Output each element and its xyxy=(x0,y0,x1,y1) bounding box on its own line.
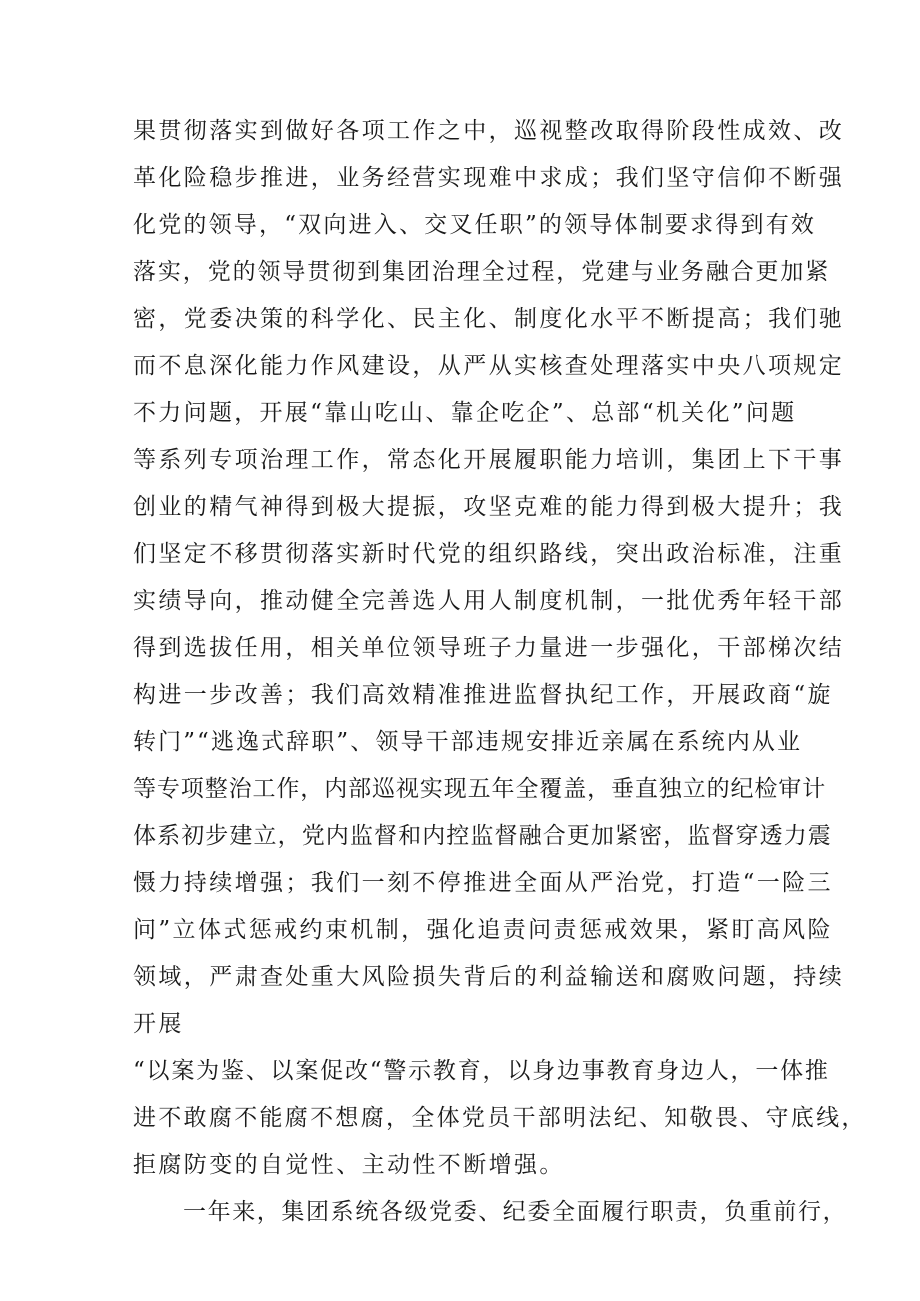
paragraph-first-line: 一年来，集团系统各级党委、纪委全面履行职责，负重前行， xyxy=(183,1199,848,1225)
text-line: 们坚定不移贯彻落实新时代党的组织路线，突出政治标准，注重 xyxy=(133,541,845,567)
text-line: 而不息深化能力作风建设，从严从实核查处理落实中央八项规定 xyxy=(133,353,845,379)
text-line: 等系列专项治理工作，常态化开展履职能力培训，集团上下干事 xyxy=(133,447,845,473)
text-line: 进不敢腐不能腐不想腐，全体党员干部明法纪、知敬畏、守底线， xyxy=(133,1105,867,1131)
text-line: 得到选拔任用，相关单位领导班子力量进一步强化，干部梯次结 xyxy=(133,635,845,661)
text-line: 果贯彻落实到做好各项工作之中，巡视整改取得阶段性成效、改 xyxy=(133,118,845,144)
text-line: 不力问题，开展“靠山吃山、靠企吃企”、总部“机关化”问题 xyxy=(133,400,797,426)
text-line: 革化险稳步推进，业务经营实现难中求成；我们坚守信仰不断强 xyxy=(133,165,845,191)
text-line: 落实，党的领导贯彻到集团治理全过程，党建与业务融合更加紧 xyxy=(133,259,831,285)
text-line: 拒腐防变的自觉性、主动性不断增强。 xyxy=(133,1152,565,1178)
text-line: 构进一步改善；我们高效精准推进监督执纪工作，开展政商“旋 xyxy=(133,682,833,708)
text-line: 创业的精气神得到极大提振，攻坚克难的能力得到极大提升；我 xyxy=(133,494,845,520)
text-line: 实绩导向，推动健全完善选人用人制度机制，一批优秀年轻干部 xyxy=(133,588,845,614)
text-line: 领域，严肃查处重大风险损失背后的利益输送和腐败问题，持续 xyxy=(133,964,845,990)
text-line: 开展 xyxy=(133,1011,184,1037)
text-line: “以案为鉴、以案促改“警示教育，以身边事教育身边人，一体推 xyxy=(133,1058,830,1084)
text-line: 体系初步建立，党内监督和内控监督融合更加紧密，监督穿透力震 xyxy=(133,823,832,849)
text-line: 问”立体式惩戒约束机制，强化追责问责惩戒效果，紧盯高风险 xyxy=(133,917,833,943)
text-line: 化党的领导，“双向进入、交叉任职”的领导体制要求得到有效 xyxy=(133,212,817,238)
text-line: 密，党委决策的科学化、民主化、制度化水平不断提高；我们驰 xyxy=(133,306,845,332)
text-line: 等专项整治工作，内部巡视实现五年全覆盖，垂直独立的纪检审计 xyxy=(133,776,827,802)
text-line: 慑力持续增强；我们一刻不停推进全面从严治党，打造“一险三 xyxy=(133,870,833,896)
text-line: 转门”“逃逸式辞职”、领导干部违规安排近亲属在系统内从业 xyxy=(133,729,803,755)
